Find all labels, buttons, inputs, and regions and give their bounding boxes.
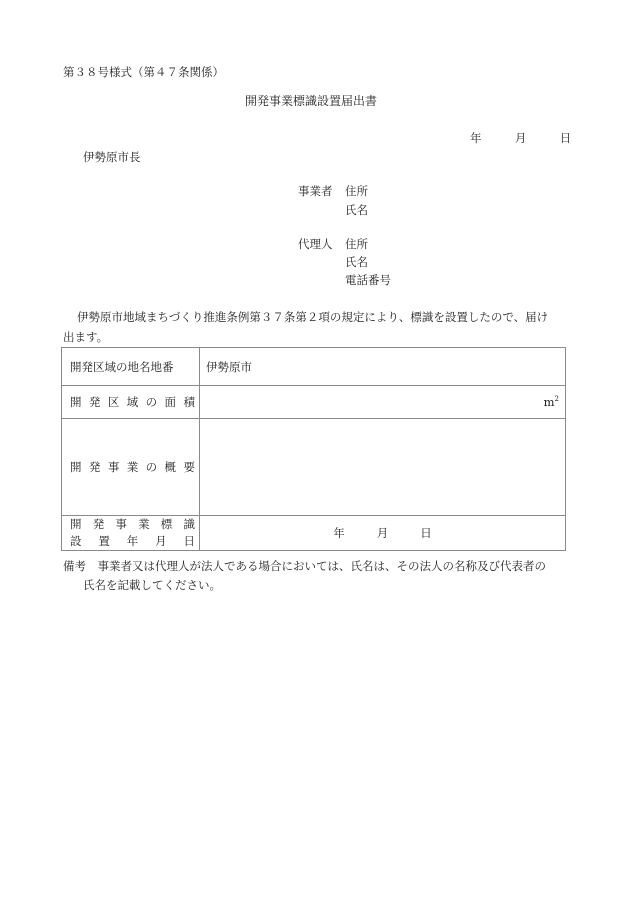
table-row-sign-date <box>62 516 566 551</box>
details-table <box>61 347 566 551</box>
area-label: 開 発 区 域 の 面 積 <box>62 386 200 419</box>
date-year: 年 <box>470 131 482 145</box>
date-day: 日 <box>559 131 572 145</box>
operator-name-label[interactable]: 氏名 <box>345 203 368 217</box>
location-label: 開発区域の地名地番 <box>62 348 200 386</box>
location-value[interactable]: 伊勢原市 <box>200 348 566 386</box>
body-paragraph: 伊勢原市地域まちづくり推進条例第３７条第２項の規定により、標識を設置したので、届け 出ます。 <box>63 310 549 344</box>
table-row-area <box>62 386 566 419</box>
submission-date <box>470 131 571 145</box>
agent-phone-label[interactable]: 電話番号 <box>345 273 391 287</box>
agent-name-label[interactable]: 氏名 <box>345 255 368 269</box>
operator-address-label[interactable]: 住所 <box>345 184 368 198</box>
summary-value[interactable] <box>200 419 566 516</box>
remarks: 備考 事業者又は代理人が法人である場合においては、氏名は、その法人の名称及び代表者の 氏名を記載してください。 <box>63 559 546 592</box>
square-meter-unit: m <box>543 395 555 409</box>
document-title: 開発事業標識設置届出書 <box>245 94 378 108</box>
date-month: 月 <box>514 131 527 145</box>
sign-date-label: 開 発 事 業 標 識 設 置 年 月 日 <box>62 516 200 551</box>
addressee: 伊勢原市長 <box>83 150 141 164</box>
agent-address-label[interactable]: 住所 <box>345 237 368 251</box>
area-value[interactable]: $m^2$ <box>200 386 566 419</box>
form-number: 第３８号様式（第４７条関係） <box>63 65 224 79</box>
summary-label: 開 発 事 業 の 概 要 <box>62 419 200 516</box>
table-row-location <box>62 348 566 386</box>
sign-date-value[interactable]: 年 月 日 <box>200 516 566 551</box>
table-row-summary <box>62 419 566 516</box>
operator-role: 事業者 <box>298 184 333 198</box>
agent-role: 代理人 <box>298 237 333 251</box>
